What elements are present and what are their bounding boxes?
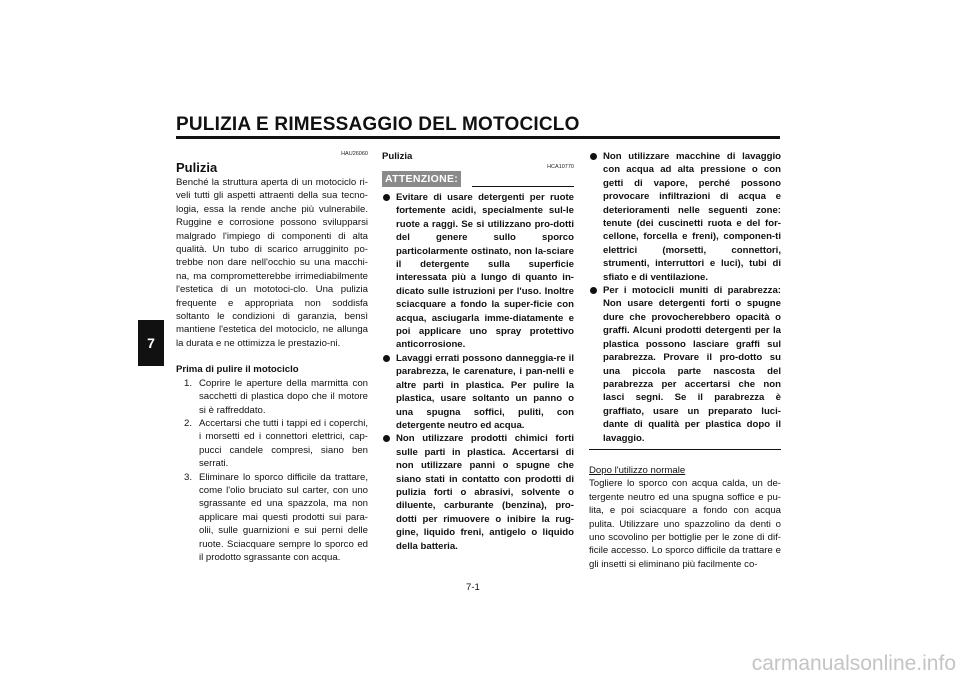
page-title: PULIZIA E RIMESSAGGIO DEL MOTOCICLO [176,114,580,135]
warning-item [589,150,781,284]
section-heading: Pulizia [176,160,218,175]
warning-text: Non utilizzare prodotti chimici forti sulle parti in plastica. Accertarsi di non utilizzare panni o spugne che siano stati in contatto con prodotti di pulizia forti o abrasivi, solvente o diluente, carburante (benzina), pro-dotti per rimuovere o inibire la rug-gine, liquido freni, antigelo o liquido della batteria. [396,433,574,552]
attention-end-rule [589,449,781,450]
bullet-icon [383,194,390,201]
warning-item [382,352,574,432]
warning-item [382,432,574,553]
step-number: 3. [184,471,193,483]
step-number: 1. [184,377,193,389]
bullet-icon [383,355,390,362]
title-underline [176,136,780,139]
after-use-paragraph: Togliere lo sporco con acqua calda, un de-tergente neutro ed una spugna soffice e pu-lita, e poi sciacquare a fondo con acqua pulita. Utilizzare uno spazzolino da denti o uno scovolino per bottiglie per le zone di dif-ficile accesso. Lo sporco difficile da trattare e gli insetti si eliminano più facilmente co- [589,478,781,570]
warning-item [589,284,781,445]
caution-code: HCA10770 [547,164,574,170]
right-column [589,150,781,571]
section-code: HAU26060 [341,151,368,157]
bullet-icon [590,153,597,160]
step-item [176,417,368,471]
middle-column [382,150,574,553]
bullet-icon [383,435,390,442]
step-text: Eliminare lo sporco difficile da trattare, come l'olio bruciato sul carter, con uno sgrassante ed una spazzola, ma non applicare mai questi prodotti sui para-olii, sulle guarnizioni e sui perni delle ruote. Sciacquare sempre lo sporco ed il prodotto sgrassante con acqua. [199,471,368,563]
warning-text: Evitare di usare detergenti per ruote fortemente acidi, specialmente sul-le ruote a raggi. Se si utilizzano pro-dotti del genere sullo sporco particolarmente ostinato, non la-sciare il detergente sulla superficie interessata più a lungo di quanto in-dicato sulle istruzioni per l'uso. Inoltre sciacquare a fondo la super-ficie con acqua, asciugarla imme-diatamente e poi applicare uno spray protettivo anticorrosione. [396,192,574,351]
warning-text: Non utilizzare macchine di lavaggio con acqua ad alta pressione o con getti di vapore, perché possono provocare infiltrazioni di acqua e deterioramenti nelle seguenti zone: tenute (dei cuscinetti ruota e del for-cellone, forcella e freni), componen-ti elettrici (morsetti, connettori, strumenti, interruttori e luci), tubi di sfiato e di ventilazione. [603,151,781,283]
step-item [176,377,368,417]
steps-list [176,377,368,565]
sub-heading-before-cleaning: Prima di pulire il motociclo [176,364,299,376]
chapter-tab: 7 [138,320,164,366]
attention-rule [472,186,574,187]
attention-header [382,169,574,189]
sub-heading-after-use: Dopo l'utilizzo normale [589,464,686,476]
step-number: 2. [184,417,193,429]
column-heading: Pulizia [382,151,413,162]
step-text: Coprire le aperture della marmitta con sacchetti di plastica dopo che il motore si è raffreddato. [199,377,368,416]
warning-list [382,191,574,553]
warning-text: Per i motocicli muniti di parabrezza: Non usare detergenti forti o spugne dure che provocherebbero opacità o graffi. Alcuni prodotti detergenti per la plastica possono lasciare graffi sul parabrezza. Provare il pro-dotto su una piccola parte nascosta del parabrezza per accertarsi che non lasci segni. Se il parabrezza è graffiato, usare un preparato luci-dante di qualità per plastica dopo il lavaggio. [603,285,781,444]
warning-item [382,191,574,352]
step-item [176,471,368,565]
warning-list-continued [589,150,781,445]
page-number: 7-1 [466,582,480,593]
step-text: Accertarsi che tutti i tappi ed i coperchi, i morsetti ed i connettori elettrici, cap-pucci candele compresi, siano ben serrati. [199,417,368,470]
intro-paragraph: Benché la struttura aperta di un motociclo ri-veli tutti gli aspetti attraenti della sua tecno-logia, essa la rende anche più vulnerabile. Ruggine e corrosione possono svilupparsi malgrado l'impiego di componenti di alta qualità. Un tubo di scarico arrugginito po-trebbe non dare nell'occhio su una macchi-na, ma comprometterebbe irrimediabilmente l'estetica di un mototoci-clo. Una pulizia frequente e appropriata non soddisfa soltanto le condizioni di garanzia, bensì mantiene l'estetica del motociclo, ne allunga la durata e ne ottimizza le prestazio-ni. [176,177,368,349]
bullet-icon [590,287,597,294]
attention-label: ATTENZIONE: [382,171,461,187]
watermark: carmanualsonline.info [751,652,956,675]
warning-text: Lavaggi errati possono danneggia-re il parabrezza, le carenature, i pan-nelli e altre parti in plastica. Per pulire la plastica, usare soltanto un panno o una spugna soffici, puliti, con detergente neutro ed acqua. [396,352,574,431]
left-column [176,150,368,564]
